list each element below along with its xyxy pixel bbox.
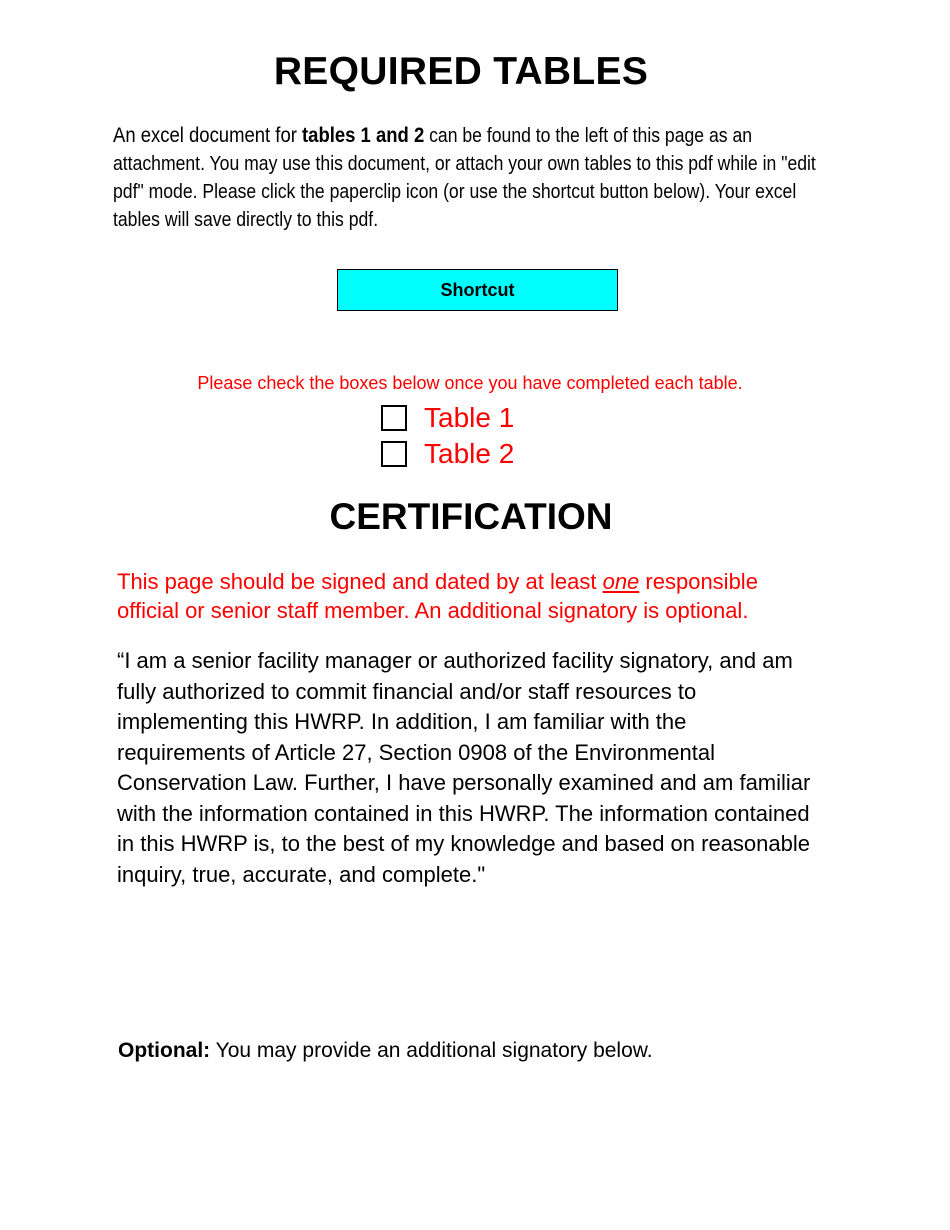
table-2-label: Table 2 — [424, 438, 515, 469]
notice-before: This page should be signed and dated by at least — [117, 569, 603, 594]
shortcut-button[interactable]: Shortcut — [337, 269, 618, 311]
intro-lead: An excel document for — [113, 124, 303, 147]
table-2-checkbox[interactable] — [381, 441, 407, 467]
certification-statement: “I am a senior facility manager or authorized facility signatory, and am fully authorized to commit financial and/or staff resources to implementing this HWRP. In addition, I am familiar with the requirements of Article 27, Section 0908 of the Environmental Conservation Law. Further, I have personally examined and am familiar with the information contained in this HWRP. The information contained in this HWRP is, to the best of my knowledge and based on reasonable inquiry, true, accurate, and complete." — [117, 648, 811, 887]
checklist-item-table-2 — [381, 437, 514, 471]
table-1-label: Table 1 — [424, 402, 515, 433]
notice-after: responsible official or senior staff member. An additional signatory is optional. — [117, 569, 758, 623]
table-1-checkbox[interactable] — [381, 405, 407, 431]
optional-label: Optional: — [118, 1039, 211, 1062]
optional-text: You may provide an additional signatory below. — [210, 1039, 653, 1062]
intro-bold-tables: tables 1 and 2 — [302, 124, 425, 147]
optional-signatory-line — [118, 1039, 818, 1063]
intro-paragraph — [113, 122, 835, 234]
checklist-item-table-1 — [381, 401, 514, 435]
page-title: REQUIRED TABLES — [273, 50, 649, 93]
intro-rest: can be found to the left of this page as an attachment. You may use this document, or attach your own tables to this pdf while in "edit pdf" mode. Please click the paperclip icon (or use the shortcut button below). Your excel tables will save directly to this pdf. — [113, 125, 816, 231]
checklist-instructions: Please check the boxes below once you have completed each table. — [197, 373, 743, 393]
notice-emphasis: one — [602, 569, 640, 594]
certification-title: CERTIFICATION — [329, 496, 613, 537]
signature-notice — [117, 567, 817, 625]
